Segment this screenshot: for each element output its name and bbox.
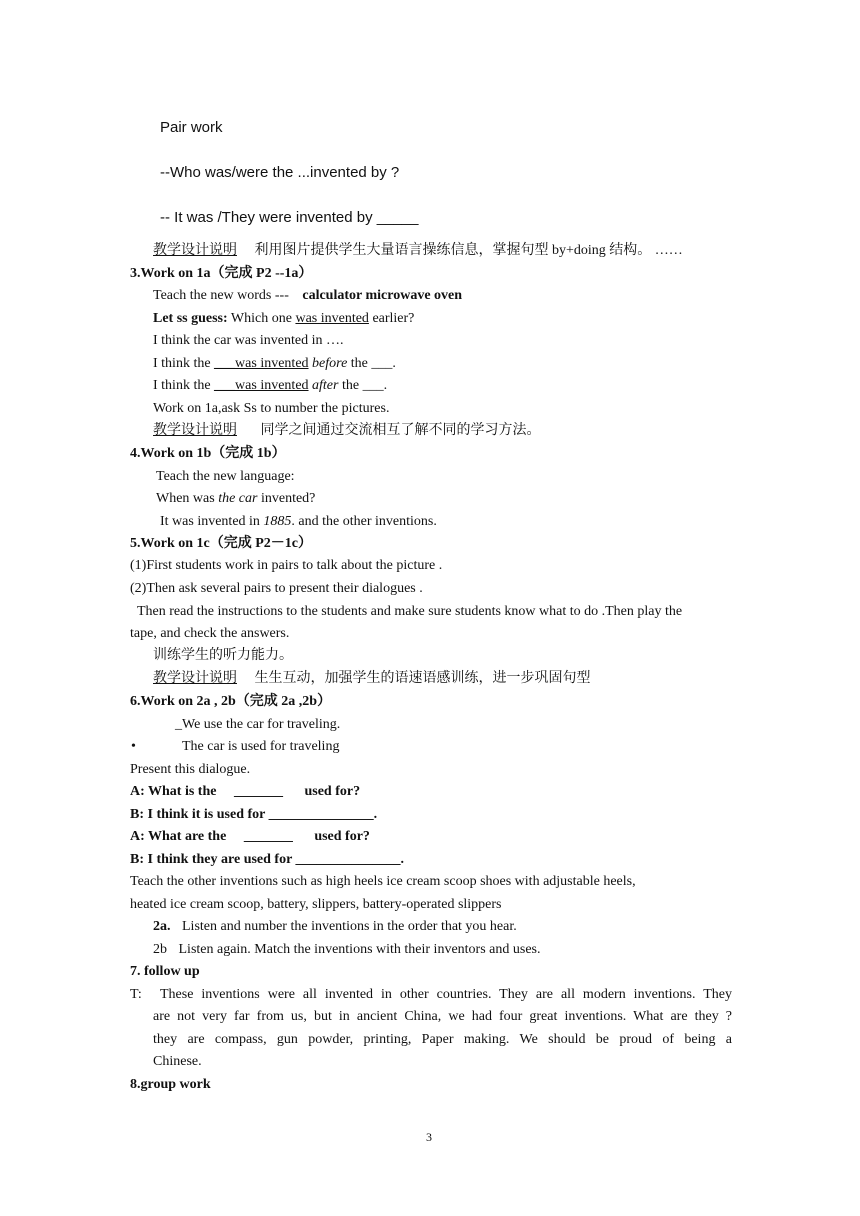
bullet: • bbox=[131, 739, 136, 754]
text-2b: Listen again. Match the inventions with their inventors and uses. bbox=[178, 942, 541, 957]
teach-new-words bbox=[153, 287, 462, 305]
think3-italic: after bbox=[312, 378, 339, 393]
pair-work-title: Pair work bbox=[160, 119, 223, 136]
think3-b: the ___. bbox=[338, 378, 388, 393]
q-a: When was bbox=[156, 491, 219, 506]
q-b: invented? bbox=[257, 491, 316, 506]
section-5-heading: 5.Work on 1c（完成 P2－1c） bbox=[130, 536, 312, 551]
d3-b: used for? bbox=[314, 829, 370, 844]
section-6-line-1: _We use the car for traveling. bbox=[175, 717, 341, 732]
num-2b: 2b bbox=[153, 942, 167, 957]
section-5-line-1: (1)First students work in pairs to talk about the picture . bbox=[130, 558, 443, 573]
section-7-heading: 7. follow up bbox=[130, 964, 200, 979]
dialogue-line-1 bbox=[130, 783, 360, 801]
teach-label: Teach the new words --- bbox=[153, 288, 289, 303]
num-2a: 2a. bbox=[153, 919, 171, 934]
d1-a: A: What is the bbox=[130, 784, 217, 799]
guess-line bbox=[153, 310, 414, 328]
think2-underlined: ___was invented bbox=[214, 356, 309, 371]
follow-up-line-3: they are compass, gun powder, printing, Paper making. We should be proud of being a bbox=[153, 1032, 732, 1047]
ans-italic: 1885 bbox=[263, 514, 292, 529]
design-note-label: 教学设计说明 bbox=[153, 671, 237, 686]
think2-italic: before bbox=[312, 356, 348, 371]
text-2a: Listen and number the inventions in the order that you hear. bbox=[182, 919, 517, 934]
section-6-heading: 6.Work on 2a , 2b（完成 2a ,2b） bbox=[130, 694, 332, 709]
section-4-heading: 4.Work on 1b（完成 1b） bbox=[130, 446, 286, 461]
guess-label: Let ss guess: bbox=[153, 311, 228, 326]
section-3-heading: 3.Work on 1a（完成 P2 --1a） bbox=[130, 266, 313, 281]
think2-a: I think the bbox=[153, 356, 215, 371]
pair-work-answer: -- It was /They were invented by _____ bbox=[160, 209, 419, 226]
section-8-heading: 8.group work bbox=[130, 1077, 211, 1092]
section-5-line-2: (2)Then ask several pairs to present their dialogues . bbox=[130, 581, 423, 596]
section-6-line-5: heated ice cream scoop, battery, slippers, battery-operated slippers bbox=[130, 897, 502, 912]
dialogue-line-3 bbox=[130, 828, 370, 846]
section-6-line-2b bbox=[153, 941, 540, 959]
section-6-line-4: Teach the other inventions such as high heels ice cream scoop shoes with adjustable heels, bbox=[130, 874, 636, 889]
teacher-label: T: bbox=[130, 987, 142, 1002]
section-5-line-4: tape, and check the answers. bbox=[130, 626, 290, 641]
think2-b: the ___. bbox=[347, 356, 396, 371]
think-line-3 bbox=[153, 377, 387, 395]
design-note-3 bbox=[153, 670, 591, 688]
teach-new-language: Teach the new language: bbox=[156, 469, 295, 484]
design-note-2 bbox=[153, 422, 541, 440]
think3-a: I think the bbox=[153, 378, 215, 393]
dialogue-line-2: B: I think it is used for _______________. bbox=[130, 807, 378, 822]
ans-b: . and the other inventions. bbox=[291, 514, 437, 529]
d1-b: used for? bbox=[304, 784, 361, 799]
guess-pre: Which one bbox=[230, 311, 292, 326]
guess-post: earlier? bbox=[372, 311, 415, 326]
d3-a: A: What are the bbox=[130, 829, 227, 844]
think-line-2 bbox=[153, 355, 396, 373]
design-note-text: 生生互动，加强学生的语速语感训练，进一步巩固句型 bbox=[254, 671, 591, 686]
follow-up-line-4: Chinese. bbox=[153, 1054, 202, 1069]
dialogue-line-4: B: I think they are used for _______________. bbox=[130, 852, 405, 867]
section-6-line-2a bbox=[153, 918, 517, 936]
design-note-1 bbox=[153, 242, 683, 260]
question-line bbox=[156, 490, 315, 508]
teach-words: calculator microwave oven bbox=[302, 288, 463, 303]
think-line-1: I think the car was invented in …. bbox=[153, 333, 344, 348]
ans-a: It was invented in bbox=[160, 514, 264, 529]
follow-up-line-1: These inventions were all invented in other countries. They are all modern inventions. They bbox=[160, 987, 732, 1002]
work-on-1a: Work on 1a,ask Ss to number the pictures. bbox=[153, 401, 390, 416]
think3-underlined: ___was invented bbox=[214, 378, 309, 393]
page-number: 3 bbox=[426, 1130, 432, 1144]
follow-up-line-2: are not very far from us, but in ancient China, we had four great inventions. What are they ? bbox=[153, 1009, 732, 1024]
design-note-label: 教学设计说明 bbox=[153, 423, 237, 438]
section-6-line-2: The car is used for traveling bbox=[182, 739, 340, 754]
section-5-line-3: Then read the instructions to the students and make sure students know what to do .Then play the bbox=[137, 604, 683, 619]
d3-blank: _______ bbox=[243, 829, 293, 844]
d1-blank: _______ bbox=[233, 784, 283, 799]
section-5-line-5: 训练学生的听力能力。 bbox=[153, 648, 293, 663]
guess-underlined: was invented bbox=[295, 311, 369, 326]
pair-work-question: --Who was/were the ...invented by ? bbox=[160, 164, 400, 181]
design-note-text: 利用图片提供学生大量语言操练信息，掌握句型 by+doing 结构。 …… bbox=[254, 243, 683, 258]
design-note-label: 教学设计说明 bbox=[153, 243, 237, 258]
present-dialogue: Present this dialogue. bbox=[130, 762, 251, 777]
answer-line bbox=[160, 513, 437, 531]
design-note-text: 同学之间通过交流相互了解不同的学习方法。 bbox=[260, 423, 541, 438]
q-italic: the car bbox=[218, 491, 258, 506]
